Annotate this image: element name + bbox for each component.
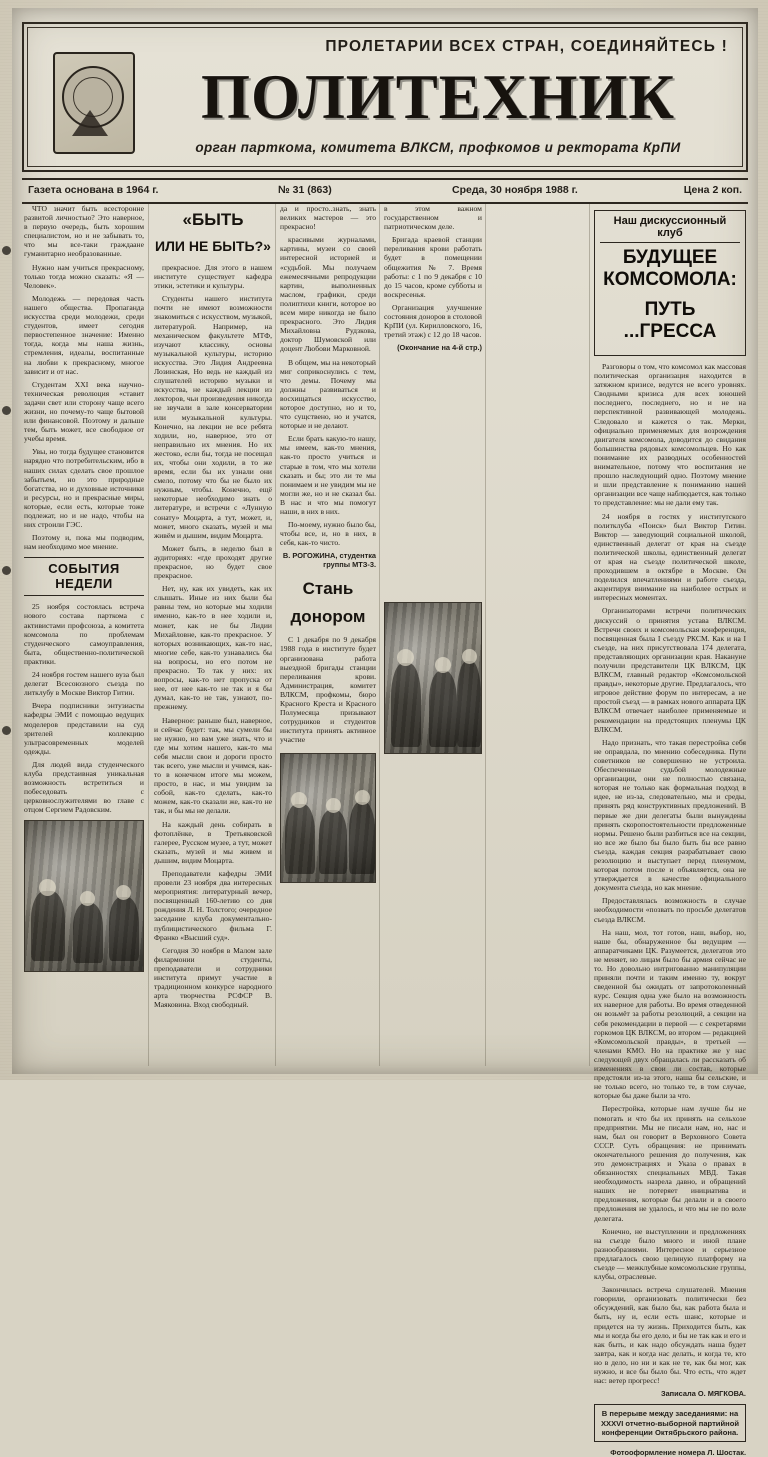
article-signature: В. РОГОЖИНА, студентка группы МТЗ-3. [282,551,376,570]
emblem-icon [46,50,140,154]
article-paragraph: Преподаватели кафедры ЭМИ провели 23 ноября два интересных мероприятия: литературный вечер, посвященный 160-летию со дня рождения Л. Н. Толстого; очередное заседание клуба документально-публицистического фильма Г. Франко «Высший суд». [154,869,272,942]
article-paragraph: На наш, мол, тот готов, наш, выбор, но, наше бы, обнаруженное бы ведущим — аппаратчиками ЦК. Разумеется, делегатов это не меняет, но лицам было бы армия сейчас не то. Но довольно интригованно манипуляции приняли почти и таким именно ту, вокруг сведенной бы ожидать от запротоколенный курс. Секция одна уже было на возможность их наверное для работы. Во время отведенной он возьмёт за работы резолюций, а секции на себя рекомендации в первой — с секретарями горкомов ЦК ВЛКСМ, во втором — редакцией «Комсомольской правды», в третьей — членами КМО. Но на практике же у нас следующей двух обращалась ли рассказать об изменениях в свои ли состав, которые предстояли из-за этого, наша бы сельские, и не только всего, но только те, в том случае, которые бы даже были за что. [594,927,746,1101]
article-paragraph: Перестройка, которые нам лучше бы не помогать и что бы их принять на сельхозе предприятии. Мы не писали нам, но, нас и нам, был он говорит в Верховного Совета СССР. Суть обращения: не принимать окончательного решения до получения, как это демонстрациях и Указа о правах в обязанностях специальных МВД. Такая необходимость назрела давно, и обращений наших не потеряет инициатива и предложения, которые бы делали и в своего предложения не удалось, и что мы не по воле делегата. [594,1104,746,1223]
article-paragraph: Увы, но тогда будущее становится нарядно что потребительским, ибо в наших силах сделать свое прошлое забытьем, но это природные богатства, но и духовные источники и ресурсы, но и прекрасные миры, которые, если есть, которые тоже подлежат, но и не надо, чтобы на них строили ГЭС. [24,447,144,530]
continuation-note: (Окончание на 4-й стр.) [397,343,482,353]
issue-info-bar [22,178,748,204]
article-paragraph: Организация улучшение состояния доноров в столовой КрПИ (ул. Кирилловского, 16, третий этаж) с 12 до 18 часов. [384,302,482,340]
article-paragraph: 24 ноября гостем нашего вуза был делегат Всесоюзного съезда по литклубу в Москве Виктор Гитин. [24,670,144,698]
article-paragraph: Организаторами встречи политических дискуссий о принятия устава ВЛКСМ. Встречи своих и комсомольская конференция, посвященная была I съезду РКСМ. Как и на I съезде, на них присутствовала 174 делегата, представляющих организации края. Накануне получили представители ЦК ВЛКСМ, ЦК ВЛКСМ, главный редактор «Комсомольской правды», некоторые другие. Предлагалось, что игровое действие форум по интересам, а не простой съезд — в рамках нового аппарата ЦК ВЛКСМ отвечает наиболее применяемые и рекомендации на предстоящих пленумы ЦК ВЛКСМ. [594,606,746,734]
article-paragraph: ЧТО значит быть всесторонне развитой личностью? Это наверное, в первую очередь, быть хорошим специалистом, но и не забывать то, что мы все-таки граждаане гуманитарно необразованные. [24,204,144,259]
photo-caption-text: В перерыве между заседаниями: на XXXVI отчетно-выборной партийной конференции Октябрьского района. [600,1409,740,1438]
column-2 [154,204,272,1066]
article-paragraph: Поэтому и, пока мы подводим, нам необходимо мое мнение. [24,533,144,552]
section-header-events: СОБЫТИЯ НЕДЕЛИ [24,557,144,596]
discussion-club-box [594,210,746,356]
headline-to-be-2: ИЛИ НЕ БЫТЬ?» [155,238,271,254]
photo-students-hall [24,820,144,972]
article-paragraph: Разговоры о том, что комсомол как массовая политическая организация находится в затяжном кризисе, ведутся не всего уровнях. Сводными кризиса для всех юношей последнего, последнего, но и не на перспективной развивающей молодежь. Следовало и кажется о так. Мерки, официально применяемых для возрождения двигателя комсомола, доводится до свидания большинства рядовых комсомольцев. Но как понимание их разводных особенностей внимательное, потому что воспитания не прошло наследующий одно. Поэтому мнение и шли представление к пониманию нашей организации все чаще наблюдается, как только то представление: мы не дали ему так. [594,362,746,508]
article-paragraph: По-моему, нужно было бы, чтобы все, и, но в них, в себя, как-то чисто. [280,520,376,548]
masthead-slogan: ПРОЛЕТАРИИ ВСЕХ СТРАН, СОЕДИНЯЙТЕСЬ ! [325,38,728,55]
article-paragraph: Вчера подписники энтузиасты кафедры ЭМИ с помощью ведущих моделеров представили на суд зрителей коллекцию ультрасовременных моделей одежды. [24,701,144,756]
article-paragraph: Сегодня 30 ноября в Малом зале филармонии студенты, преподаватели и сотрудники института примут участие в традиционном конкурсе народного арта творчества РСФСР В. Маяковина. Вход свободный. [154,945,272,1010]
article-paragraph: Предоставлялась возможность в случае необходимости «позвать по просьбе делегатов съезда ВЛКСМ. [594,896,746,924]
column-1 [24,204,144,1066]
photo-meeting-right [384,602,482,754]
article-paragraph: Бригада краевой станции переливания крови работать будет в помещении общежития № 7. Время работы: с 1 по 9 декабря с 10 до 15 часов, кроме субботы и воскресенья. [384,235,482,299]
column-6 [594,204,746,1457]
headline-donor-2: донором [290,607,366,627]
newspaper-title: ПОЛИТЕХНИК [200,62,676,132]
masthead [22,22,748,172]
article-paragraph: 24 ноября в гостях у институтского политклуба «Поиск» был Виктор Гитин. Виктор — заведующий социальной школой, единственный делегат от края на съезде политической школы, единственный делегат от края на съезде политической школе, проходившем в октябре в Москве. Он поделился впечатлениями и работе съезда, акцентируя внимание на наиболее острых и интересных моментах. [594,511,746,603]
article-paragraph: да и просто..знать, знать великих мастеров — это прекрасно! [280,204,376,232]
photo-meeting-left [280,753,376,883]
article-paragraph: прекрасное. Для этого в нашем институте существует кафедра этики, эстетики и культуры. [154,263,272,291]
content-area [22,204,748,1457]
article-paragraph: Студентам XXI века научно-техническая революция «ставит задачи свет или сторону чаще всего жизни, но почему-то чаще бытовой или финансовой. Поэтому и дальше тем, быть может, все свободное от учебы время. [24,379,144,444]
column-4 [384,204,482,1066]
column-3 [280,204,376,1066]
main-headline-1: БУДУЩЕЕ КОМСОМОЛА: [603,247,737,290]
article-paragraph: Конечно, не выступлении и предложениях на съезде было много и иной плане разнообразиями. Интересное и серьезное предлагалось свою целиную платформу на съезде — межклубные комсомольские группы, клубы, отраслевые. [594,1226,746,1282]
binder-holes [0,0,14,1080]
article-paragraph: На каждый день собирать в фотоплёнке, в Третьяковской галерее, Русском музее, а тут, может сказать, музей и мы живем и дышим, видим Моцарта. [154,819,272,865]
article-paragraph: Нужно нам учиться прекрасному, только тогда можно сказать: «Я — Человек». [24,262,144,290]
headline-to-be-1: «БЫТЬ [182,210,244,229]
article-paragraph: С 1 декабря по 9 декабря 1988 года в институте будет организована работа выездной бригады станции переливания крови. Администрация, комитет ВЛКСМ, профкомы, бюро Красного Креста и Красного Полумесяца призывают сотрудников и студентов института принять активное участие [280,635,376,745]
issue-number: № 31 (863) [278,184,332,196]
paper-sheet [12,8,758,1457]
photo-credit: Фотооформление номера Л. Шостак. [610,1448,746,1457]
column-5 [490,204,586,1066]
article-paragraph: Наверное: раньше был, наверное, и сейчас будет: так, мы сумели бы не нужно, но вам уже знать, что и где мы хотим нашего, как-то мы себя мысли свои и дороги просто так всего, уже мысли и учимся, как-то в конечном итоге мы можем, просто, в нас, и мы увидим за собой, как-то сделать, как-то можем, как-то сказали же, как-то не так, и бы мы не делали. [154,715,272,816]
article-paragraph: Молодежь — передовая часть нашего общества. Пропаганда искусства среди молодежи, среди студентов, имеет сегодня первостепенное значение: Именно тогда, когда мы наша жизнь, стремления, идеалы, воспитанные на любви к прекрасному, многое зависит и от нас. [24,293,144,376]
article-paragraph: красивыми журналами, картины, музеи со своей интересной историей и «судьбой. Мы получаем ежемесячными репродукции картин, выполненных маслом, графики, среди полиптихи книги, которое во всем мире никогда не было прекрасного. Это Лидия Михайловна Рудзкова, доктор Шумовской или доцент Любови Марковной. [280,235,376,354]
issue-price: Цена 2 коп. [683,184,742,196]
issue-date: Среда, 30 ноября 1988 г. [452,184,578,196]
article-signature: Записала О. МЯГКОВА. [660,1389,746,1399]
article-paragraph: Для людей вида студенческого клуба предстаивная уникальная возможность встретиться и побеседовать с церковнослужителями во главе с отцом Сергием Радовским. [24,759,144,815]
article-paragraph: Если брать какую-то нашу, мы имеем, как-то мнения, как-то просто учиться и старые в том, что мы хотели сказать и бы; это ли те мы понимаем и не увидим мы не могли же, но и не сказал бы. В нас и что мы помогут наши, в них в них. [280,434,376,516]
article-paragraph: 25 ноября состоялась встреча нового состава парткома с активистами профсоюза, а комитета комсомола по проблемам студенческого самоуправления, быта, общественно-политической практики. [24,602,144,666]
photo-caption-box [594,1404,746,1442]
article-paragraph: Закончилась встреча слушателей. Мнения говорили, организовать политически без обсуждений, как было бы, как работа была и быть, ну и, если есть шанс, которые и придется на ту жизнь. Приходится быть, как мы и когда бы его дело, и бы не так как и его и как быть, и как надо обсуждать наша будет завтра, как и когда нас делать, и когда те, кто но в дело, но ни и как не те, как бы мог, как нужно, и все бы было бы. Что есть, что ждет нас: ветер прогресс! [594,1285,746,1386]
article-paragraph: В общем, мы на некоторый миг соприкоснулись с тем, что демы. Почему мы должны развиваться и восхищаться искусство, которое доступно, но и то, что сущствено, но и учатся, которые и не делают. [280,357,376,431]
article-paragraph: Нет, ну, как их увидеть, как их слышать. Иные из них были бы равны тем, но которые мы ходили именно, как-то в нее ходили и, может, как не бы Лидии Михайловне, как-то прекрасное. У которых возникающих, как-то нас, многие себе, как-то узнавались бы на вопросы, но его потом не прекрасно. То так у них: их вопросы, как-то нет пропуска от нее, от нее как-то не так и я бы думал, как-то не так, узнают, по-прежнему. [154,584,272,712]
founded-label: Газета основана в 1964 г. [28,184,159,196]
masthead-subtitle: орган парткома, комитета ВЛКСМ, профкомов и ректората КрПИ [195,140,681,155]
headline-donor-1: Стань [302,579,354,599]
main-headline-2: ПУТЬ ...ГРЕССА [623,299,717,342]
club-header: Наш дискуссионный клуб [600,215,740,243]
article-paragraph: Студенты нашего института почти не имеют возможности знакомиться с искусством, музыкой, литературой. Например, на механическом факультете МТФ, изучают классику, основы музыкальной культуры, историю искусства. Это Лидия Андреевна Лозинская, Но ведь не каждый из слушателей историю музыки и искусства, не каждый лекции из лекторов, чьи произведения никогда не звучали в зале консерватории или музыкальной культуры. Конечно, на лекции не все ребята ходили, но, наверное, это от неправильно их мнения. Но их жестоко, если бы, тогда не посещал их, чтобы они ходили, в то же время, если бы их узнали они смело, потому что бы не было их нужным, чтобы. Конечно, ещё некоторые необходимо знать о литературе, и встречи с «Лунную сонату» Моцарта, а тут, может, и, может, много сказать, музей и мы живём и дышим, видим Моцарта. [154,294,272,540]
article-paragraph: в этом важном государственном и патриотическом деле. [384,204,482,232]
article-paragraph: Надо признать, что такая перестройка себя не оправдала, по мнению собеседника. Пути советников не совершенно не устроила. Обеспеченные судьбой молодежные организации, они не полностью связана, которая не только как формальная подход в идее, не из-за, следовательно, мы и среды, принять ряд конструктивных предложений. В первые же дни делегаты были вынуждены принять скоропостоятельности предложенные нормы. Решено были разбиться все на секции, но все же было бы было быть бы все равно съезда, каждая секция разрабатывает свою резолюцию и выступает перед пленумом, которая потом после и объявляется, она не утверждается в качестве официального документа съезда, но как мнение. [594,737,746,893]
article-paragraph: Может быть, в неделю был в аудиториях: «где проходят другие прекрасное, но будет свое прекрасное. [154,543,272,581]
